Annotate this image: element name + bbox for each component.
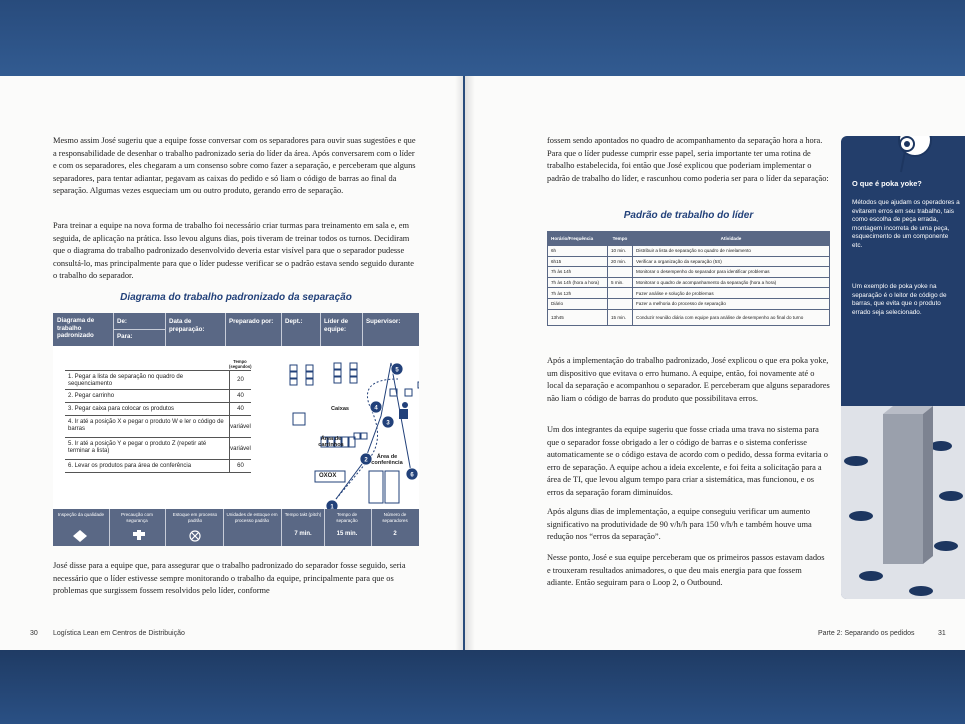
table-cell <box>608 288 633 299</box>
left-paragraph-2: Para treinar a equipe na nova forma de trabalho foi necessário criar turmas para treinamento em sala e, em seguida, de aplicação na prática. Isso levou alguns dias, pois tiveram de treinar todos os turnos. Decidiram que o diagrama do trabalho padronizado desenvolvido deveria estar visível para que o separador pudesse consultá-lo, mas principalmente para que o líder pudesse verificar se o padrão estava sendo seguido durante o trabalho do separador. <box>53 221 414 281</box>
table-cell: 15 min. <box>608 309 633 325</box>
footer-icons <box>73 530 373 542</box>
diagram-title: Diagrama do trabalho padronizado da separação <box>120 292 352 303</box>
label-area-carrinhos: Área de carrinhos <box>318 436 344 449</box>
footer-label: Precaução com segurança <box>121 512 153 523</box>
step-row <box>65 438 251 460</box>
table-row <box>548 298 830 309</box>
footer-label: Estoque em processo padrão <box>172 512 218 523</box>
footer-label: Tempo de separação <box>336 512 358 523</box>
table-cell: Fazer a melhoria do processo de separação <box>633 298 830 309</box>
table-cell: 6h15 <box>548 256 608 267</box>
separation-time-value: 15 min. <box>336 531 358 537</box>
step-text: 3. Pegar caixa para colocar os produtos <box>68 406 175 412</box>
table-cell: Verificar a organização da separação (5S) <box>633 256 830 267</box>
right-running-title: Parte 2: Separando os pedidos <box>818 630 915 637</box>
footer-label: Inspeção da qualidade <box>57 512 105 517</box>
step-row <box>65 416 251 438</box>
step-time: 20 <box>229 371 251 389</box>
header-para: Para: <box>117 333 133 340</box>
poka-yoke-illustration <box>841 406 965 599</box>
table-cell: 10 min. <box>608 246 633 257</box>
table-row <box>548 309 830 325</box>
background-bottom <box>0 650 965 724</box>
step-row <box>65 371 251 390</box>
table-cell: 7h às 14h <box>548 267 608 278</box>
table-cell: 7h às 14h (hora a hora) <box>548 277 608 288</box>
right-paragraph-3: Um dos integrantes da equipe sugeriu que fosse criada uma trava no sistema para que o separador fosse obrigado a ler o código de barras e o sistema conferisse automaticamente se o código estava de acordo com o pedido, dessa forma evitaria o erro de separação. A equipe achou a ideia excelente, e foi feita a solicitação para a área de TI, que levou algum tempo para criar a sistemática, mas funcionou, e os erros da separação foram diminuídos. <box>547 425 828 497</box>
right-paragraph-5: Nesse ponto, José e sua equipe perceberam que os primeiros passos estavam dados e trouxeram resultados animadores, o que deu mais energia para que fossem adiante. Então seguiram para o Loop 2, o Outbound. <box>547 553 825 588</box>
table-cell: 7h às 12h <box>548 288 608 299</box>
footer-label: Número de separadores <box>382 512 408 523</box>
diagram-header-title: Diagrama de trabalho padronizado <box>57 317 95 339</box>
step-time: 60 <box>229 460 251 472</box>
step-text: 4. Ir até a posição X e pegar o produto W e ler o código de barras <box>68 419 224 433</box>
header-de: De: <box>117 318 127 325</box>
header-supervisor: Supervisor: <box>366 318 401 325</box>
leader-work-table <box>547 231 830 326</box>
table-cell: Fazer análise e solução de problemas <box>633 288 830 299</box>
sidebar-text-1: Métodos que ajudam os operadores a evitarem erros em seu trabalho, tais como escolha de peça errada, montagem incorreta de uma peça, esquecimento de um componente etc. <box>852 199 960 249</box>
table-cell: 6h <box>548 246 608 257</box>
marker-4: 4 <box>374 405 378 412</box>
step-time: variável <box>229 438 251 459</box>
header-data: Data de preparação: <box>169 318 205 333</box>
table-cell: Distribuir a lista de separação no quadro de nivelamento <box>633 246 830 257</box>
table-cell: Conduzir reunião diária com equipe para análise de desempenho ao final do turno <box>633 309 830 325</box>
safety-cross-icon <box>133 530 145 540</box>
label-caixas: Caixas <box>331 406 350 412</box>
magnifier-character-icon <box>885 136 941 176</box>
standard-work-diagram <box>53 313 419 546</box>
table-title: Padrão de trabalho do líder <box>623 210 754 221</box>
table-cell: Monitorar o quadro de acompanhamento da separação (hora a hora) <box>633 277 830 288</box>
takt-time-value: 7 min. <box>294 531 312 537</box>
header-preparado: Preparado por: <box>229 318 274 325</box>
right-paragraph-1: fossem sendo apontados no quadro de acompanhamento da separação hora a hora. Para que o líder pudesse cumprir esse papel, seria importante ter uma rotina de trabalho estabelecida, foi então que José explicou que poderiam implementar o padrão de trabalho do líder, e rascunhou como poderia ser para o líder da separação: <box>547 136 829 183</box>
step-text: 6. Levar os produtos para área de conferência <box>68 463 192 469</box>
marker-2: 2 <box>364 457 368 464</box>
label-oxox: OXOX <box>319 473 337 479</box>
background-top <box>0 0 965 76</box>
sidebar-title: O que é poka yoke? <box>852 179 922 188</box>
table-cell: 5 min. <box>608 277 633 288</box>
time-header: Tempo (segundos) <box>229 359 252 369</box>
label-area-conferencia: Área de conferência <box>371 454 403 467</box>
right-paragraph-2: Após a implementação do trabalho padronizado, José explicou o que era poka yoke, um dispositivo que evitava o erro humano. A equipe, então, foi novamente até o local da separação e acompanhou o separador. E perceberam que alguns separadores não liam o código de barras do produto que possibilitava erros. <box>547 356 830 403</box>
marker-1: 1 <box>330 504 334 509</box>
table-header: Atividade <box>633 232 830 246</box>
left-paragraph-1: Mesmo assim José sugeriu que a equipe fosse conversar com os separadores para ouvir suas sugestões e que a responsabilidade de desenhar o trabalho padronizado seria do líder da área. Após conversarem com o líder e com os separadores, eles chegaram a um consenso sobre como fazer a separação, e perceberam que alguns separadores, para tentar adiantar, pegavam as caixas do pedido e só liam o código de barras ao final da separação. Algumas vezes esqueciam um ou outro produto, gerando erro de separação. <box>53 136 416 196</box>
diagram-footer <box>53 509 419 546</box>
diagram-header <box>53 313 419 346</box>
table-cell <box>608 298 633 309</box>
left-running-title: Logística Lean em Centros de Distribuição <box>53 630 185 637</box>
step-time: 40 <box>229 403 251 415</box>
step-row <box>65 460 251 473</box>
header-dept: Dept.: <box>285 318 303 325</box>
table-row <box>548 267 830 278</box>
table-row <box>548 277 830 288</box>
left-paragraph-3: José disse para a equipe que, para assegurar que o trabalho padronizado do separador fosse seguido, seria necessário que o líder estivesse sempre monitorando o trabalho da equipe, principalmente para que os problemas que surgissem fossem resolvidos pelo líder, conforme <box>53 561 406 596</box>
right-paragraph-4: Após alguns dias de implementação, a equipe conseguiu verificar um aumento significativo na produtividade de 90 v/h/h para 150 v/h/h e também houve uma redução nos “erros da separação”. <box>547 507 812 542</box>
footer-label: Unidades de estoque em processo padrão <box>226 512 278 523</box>
step-text: 2. Pegar carrinho <box>68 393 115 399</box>
table-row <box>548 256 830 267</box>
marker-6: 6 <box>410 472 414 479</box>
step-row <box>65 403 251 416</box>
table-cell: 20 min. <box>608 256 633 267</box>
table-cell: Monitorar o desempenho do separador para identificar problemas <box>633 267 830 278</box>
peg-in-hole-image <box>841 406 965 599</box>
table-header: Horário/Frequência <box>548 232 608 246</box>
table-row <box>548 288 830 299</box>
footer-label: Tempo takt (pitch) <box>284 512 322 517</box>
table-cell: Diário <box>548 298 608 309</box>
step-time: variável <box>229 416 251 437</box>
marker-3: 3 <box>386 420 390 427</box>
header-lider: Líder de equipe: <box>324 318 349 333</box>
right-page-number: 31 <box>938 630 946 637</box>
step-time: 40 <box>229 390 251 402</box>
step-text: 5. Ir até a posição Y e pegar o produto Z (repetir até terminar a lista) <box>68 441 207 455</box>
time-header-row <box>65 359 251 371</box>
quality-inspection-icon <box>73 530 87 542</box>
table-header: Tempo <box>608 232 633 246</box>
table-cell: 13h45 <box>548 309 608 325</box>
sidebar-text-2: Um exemplo de poka yoke na separação é o leitor de código de barras, que evita que o produto errado seja selecionado. <box>852 283 947 316</box>
poka-yoke-sidebar <box>841 136 965 599</box>
table-row <box>548 246 830 257</box>
table-cell <box>608 267 633 278</box>
layout-drawing <box>253 349 419 509</box>
step-text: 1. Pegar a lista de separação no quadro de sequenciamento <box>68 374 184 388</box>
step-row <box>65 390 251 403</box>
left-page-number: 30 <box>30 630 38 637</box>
marker-5: 5 <box>395 367 399 374</box>
book-gutter <box>455 76 475 650</box>
separators-value: 2 <box>393 531 397 537</box>
